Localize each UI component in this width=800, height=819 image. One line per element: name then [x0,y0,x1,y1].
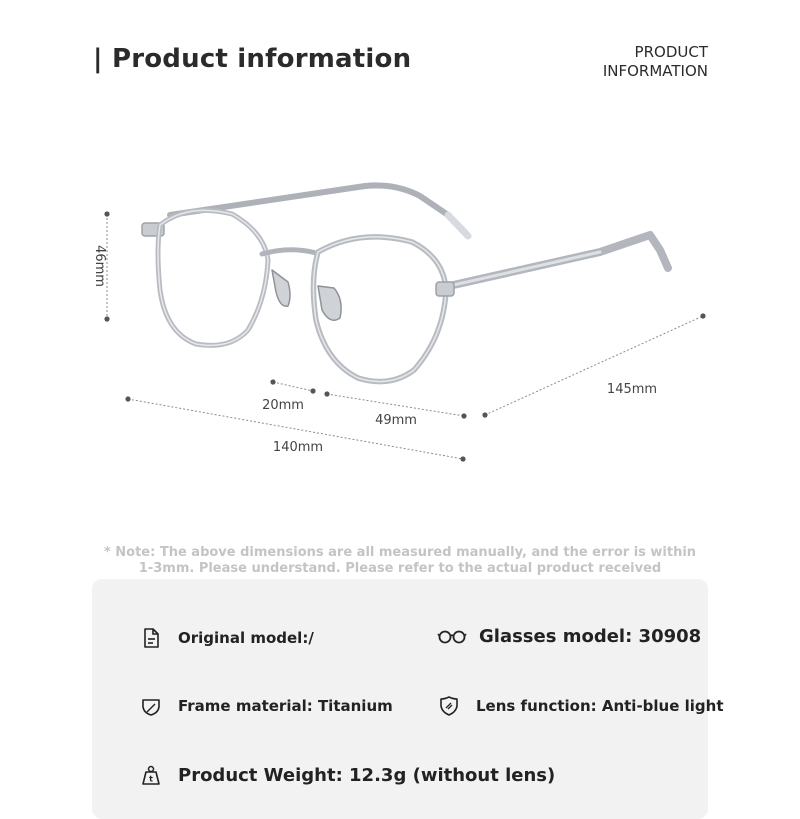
dim-height-label: 46mm [92,245,107,287]
spec-lens-function: Lens function: Anti-blue light [438,695,724,717]
spec-original-model: Original model:/ [140,627,314,649]
lens-shield-icon [438,695,460,717]
glasses-illustration [142,185,668,381]
spec-glasses-model: Glasses model: 30908 [437,625,701,647]
dim-bridge-label: 20mm [262,398,304,413]
dim-lens-label: 49mm [375,413,417,428]
shield-icon [140,695,162,717]
dim-temple-label: 145mm [606,382,658,397]
measurement-note: * Note: The above dimensions are all measured manually, and the error is within 1-3mm. Please understand. Please refer to the actual product received [103,545,697,576]
title-bar: | [93,44,112,74]
svg-text:t: t [149,774,153,784]
page-title: | Product information [93,44,412,74]
spec-panel [92,579,724,819]
spec-weight: t Product Weight: 12.3g (without lens) [140,764,555,786]
glasses-icon [437,625,467,647]
weight-icon [140,764,162,786]
spec-frame-material: Frame material: Titanium [140,695,393,717]
document-icon [140,627,162,649]
dim-total-width-label: 140mm [272,440,324,455]
page-subtitle: PRODUCT INFORMATION [602,43,708,80]
